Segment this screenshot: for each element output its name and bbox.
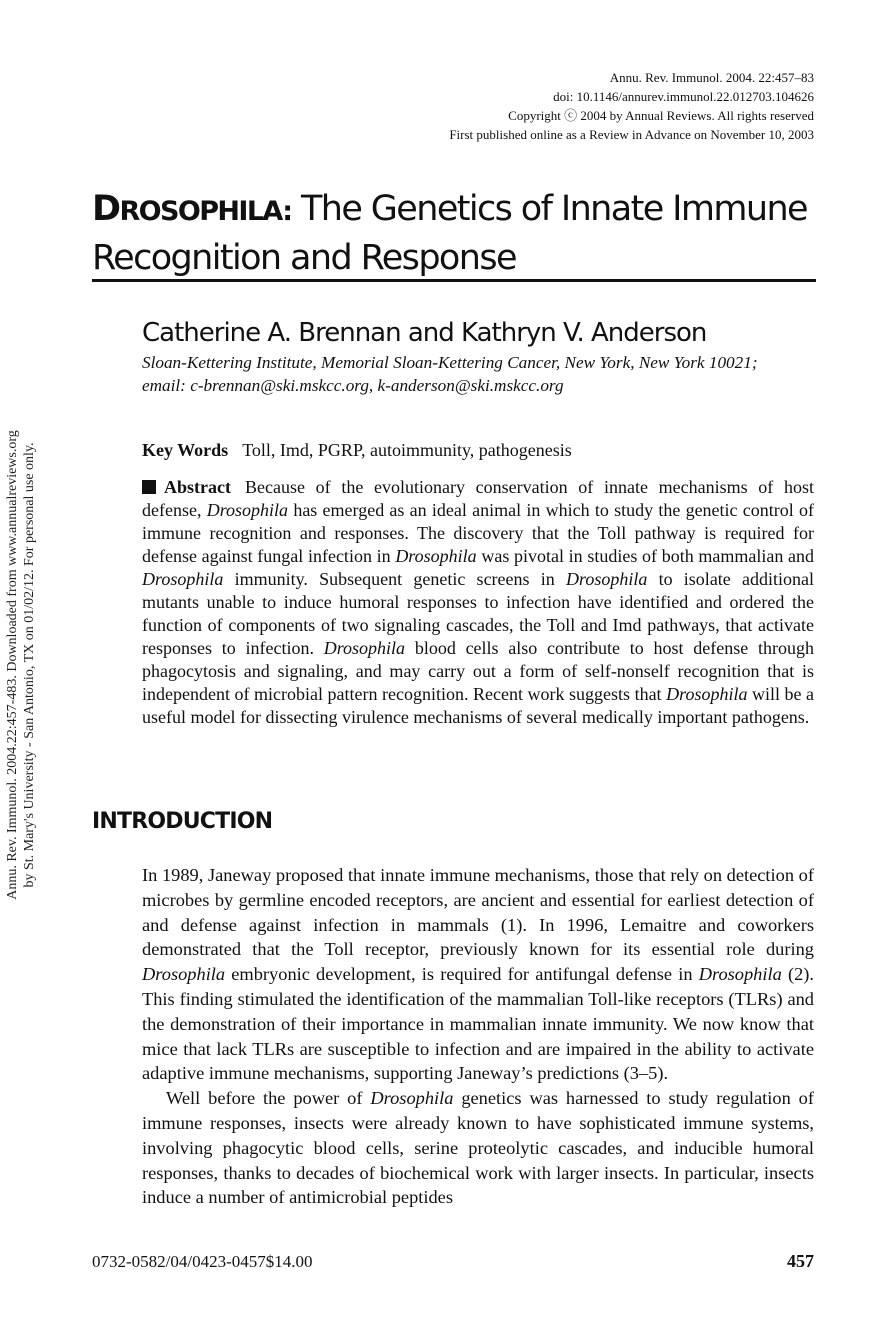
- abstract: Abstract Because of the evolutionary conservation of innate mechanisms of host defense, Drosophila has emerged as an ideal animal in which to study the genetic control of immune recognition and responses. The discovery that the Toll pathway is required for defense against fungal infection in Drosophila was pivotal in studies of both mammalian and Drosophila immunity. Subsequent genetic screens in Drosophila to isolate additional mutants unable to induce humoral responses to infection have identified and ordered the function of components of two signaling cascades, the Toll and Imd pathways, that activate responses to infection. Drosophila blood cells also contribute to host defense through phagocytosis and signaling, and may carry out a form of self-nonself recognition that is independent of microbial pattern recognition. Recent work suggests that Drosophila will be a useful model for dissecting virulence mechanisms of several medically important pathogens.: [142, 477, 815, 727]
- article-header-meta: [449, 68, 814, 144]
- paragraph: Well before the power of Drosophila genetics was harnessed to study regulation of immune responses, insects were already known to have sophisticated immune systems, involving phagocytic blood cells, serine proteolytic cascades, and inducible humoral responses, thanks to decades of biochemical work with larger insects. In particular, insects induce a number of antimicrobial peptides: [142, 1088, 814, 1208]
- article-title: [92, 186, 816, 281]
- keywords-label: Key Words: [142, 440, 229, 460]
- affiliation: [142, 351, 822, 397]
- footer-article-code: 0732-0582/04/0423-0457$14.00: [92, 1252, 313, 1271]
- page-number: 457: [787, 1251, 814, 1271]
- abstract-label: Abstract: [164, 477, 231, 497]
- title-organism: DROSOPHILA:: [92, 189, 292, 229]
- affiliation-email: email: c-brennan@ski.mskcc.org, k-anderson@ski.mskcc.org: [142, 376, 564, 395]
- abstract-square-icon: [142, 480, 156, 494]
- publication-date: First published online as a Review in Advance on November 10, 2003: [449, 127, 814, 142]
- affiliation-institution: Sloan-Kettering Institute, Memorial Sloan-Kettering Cancer, New York, New York 10021;: [142, 353, 758, 372]
- keywords: [142, 440, 572, 461]
- introduction-body: [142, 863, 814, 1210]
- paragraph: In 1989, Janeway proposed that innate immune mechanisms, those that rely on detection of microbes by germline encoded receptors, are ancient and essential for earliest detection of and defense against infection in mammals (1). In 1996, Lemaitre and coworkers demonstrated that the Toll receptor, previously known for its essential role during Drosophila embryonic development, is required for antifungal defense in Drosophila (2). This finding stimulated the identification of the mammalian Toll-like receptors (TLRs) and the demonstration of their importance in mammalian innate immunity. We now know that mice that lack TLRs are susceptible to infection and are impaired in the ability to activate adaptive immune mechanisms, supporting Janeway’s predictions (3–5).: [142, 865, 814, 1084]
- journal-citation: Annu. Rev. Immunol. 2004. 22:457–83: [609, 70, 814, 85]
- title-rule: [92, 279, 816, 282]
- section-heading-introduction: INTRODUCTION: [92, 809, 273, 834]
- copyright: Copyright ⓒ 2004 by Annual Reviews. All rights reserved: [508, 108, 814, 123]
- download-watermark: Annu. Rev. Immunol. 2004.22:457-483. Downloaded from www.annualreviews.org by St. Mary's University - San Antonio, TX on 01/02/12. For personal use only.: [5, 430, 37, 900]
- authors: Catherine A. Brennan and Kathryn V. Anderson: [142, 318, 707, 348]
- doi: doi: 10.1146/annurev.immunol.22.012703.104626: [553, 89, 814, 104]
- title-line1-rest: The Genetics of Innate Immune: [291, 189, 807, 229]
- keywords-value: Toll, Imd, PGRP, autoimmunity, pathogenesis: [242, 440, 572, 460]
- title-line2: Recognition and Response: [92, 238, 516, 278]
